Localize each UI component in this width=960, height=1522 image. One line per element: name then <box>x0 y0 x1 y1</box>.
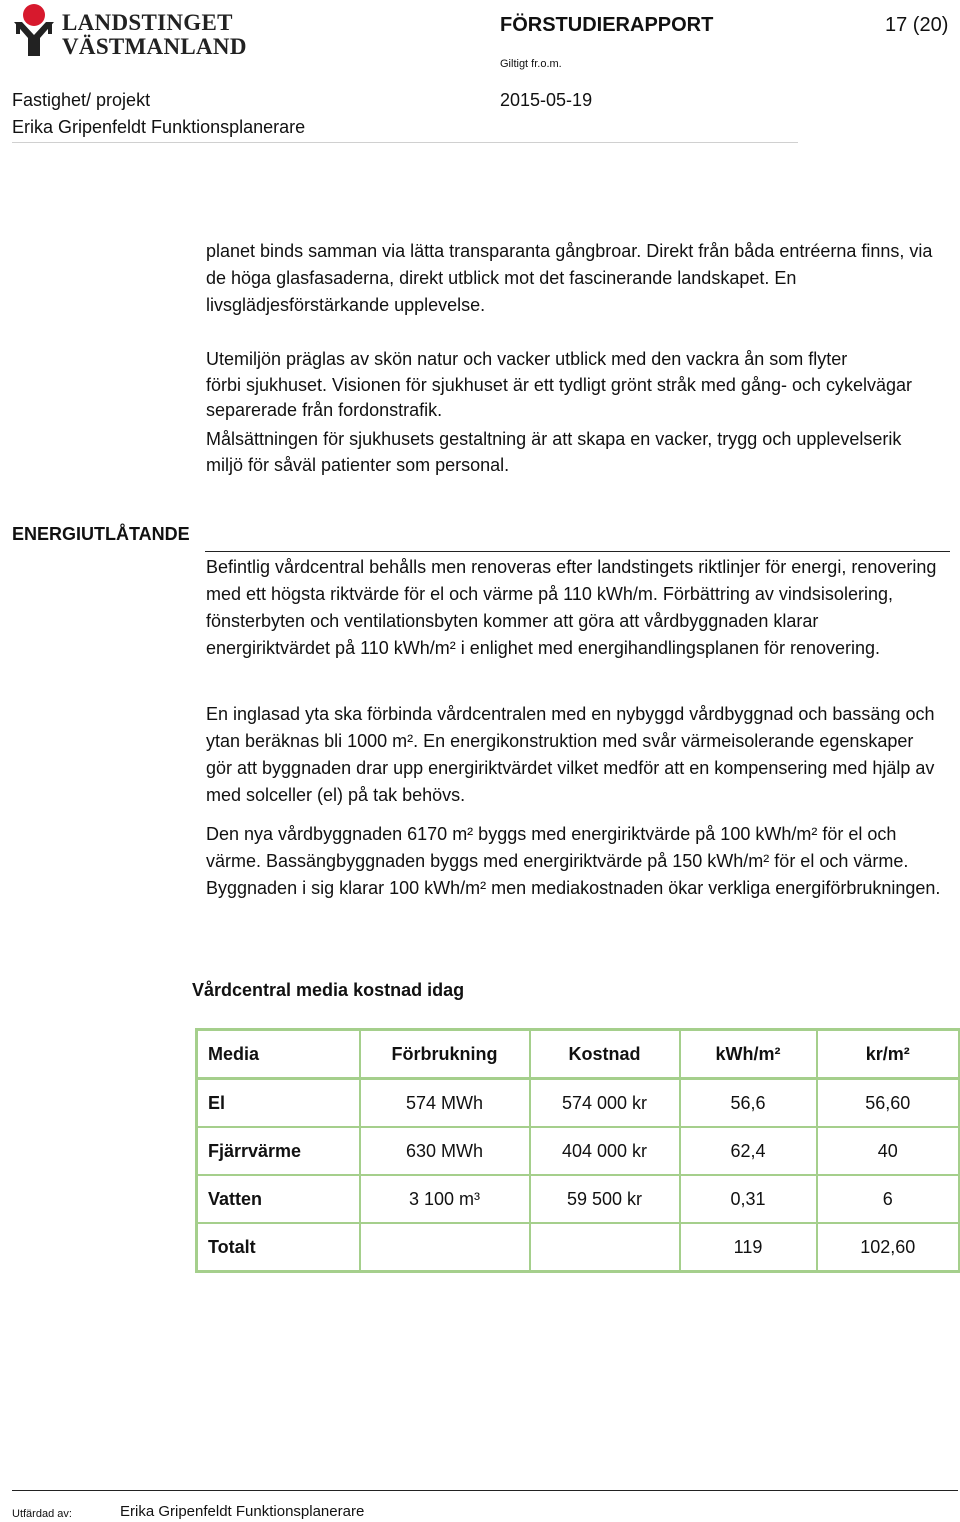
cell-kr-per-m2: 102,60 <box>817 1223 960 1272</box>
cell-media: Totalt <box>197 1223 360 1272</box>
paragraph-outdoor-env: Utemiljön präglas av skön natur och vacker utblick med den vackra ån som flyter <box>206 349 848 369</box>
cell-consumption: 3 100 m³ <box>360 1175 530 1223</box>
media-cost-table <box>195 1028 960 1273</box>
table-row <box>197 1175 960 1223</box>
cell-media: Vatten <box>197 1175 360 1223</box>
landstinget-logo <box>8 2 247 62</box>
cell-kwh-per-m2: 0,31 <box>680 1175 817 1223</box>
table-header-row <box>197 1030 960 1079</box>
section-heading-energy: ENERGIUTLÅTANDE <box>12 524 190 544</box>
cell-kwh-per-m2: 56,6 <box>680 1079 817 1128</box>
cell-media: Fjärrvärme <box>197 1127 360 1175</box>
table-row <box>197 1127 960 1175</box>
cell-consumption: 574 MWh <box>360 1079 530 1128</box>
footer-author: Erika Gripenfeldt Funktionsplanerare <box>120 1503 365 1520</box>
cell-cost: 59 500 kr <box>530 1175 680 1223</box>
paragraph-bridges: planet binds samman via lätta transparanta gångbroar. Direkt från båda entréerna finns, via de höga glasfasaderna, direkt utblick mot det fascinerande landskapet. En livsglädjesförstärkande upplevelse. <box>206 241 933 315</box>
cell-kr-per-m2: 56,60 <box>817 1079 960 1128</box>
paragraph-energy-glazed-area: En inglasad yta ska förbinda vårdcentralen med en nybyggd vårdbyggnad och bassäng och ytan beräknas bli 1000 m². En energikonstruktion med svår värmeisolerande egenskaper gör att byggnaden drar upp energiriktvärdet vilket medför att en kompensering med hjälp av med solceller (el) på tak behövs. <box>206 704 935 805</box>
section-divider <box>205 551 950 552</box>
cell-kwh-per-m2: 62,4 <box>680 1127 817 1175</box>
cell-cost: 574 000 kr <box>530 1079 680 1128</box>
table-row-total <box>197 1223 960 1272</box>
cell-kr-per-m2: 40 <box>817 1127 960 1175</box>
logo-text-line1: LANDSTINGET <box>62 10 233 35</box>
footer-divider <box>12 1490 958 1491</box>
header-author: Erika Gripenfeldt Funktionsplanerare <box>12 117 306 137</box>
cell-consumption <box>360 1223 530 1272</box>
cell-cost: 404 000 kr <box>530 1127 680 1175</box>
header-cost: Kostnad <box>530 1030 680 1079</box>
cell-media: El <box>197 1079 360 1128</box>
paragraph-energy-new-building: Den nya vårdbyggnaden 6170 m² byggs med energiriktvärde på 100 kWh/m² för el och värme. Bassängbyggnaden byggs med energiriktvärde på 150 kWh/m² för el och värme. Byggnaden i sig klarar 100 kWh/m² men mediakostnaden ökar verkliga energiförbrukningen. <box>206 824 941 898</box>
header-kr-per-m2: kr/m² <box>817 1030 960 1079</box>
document-date: 2015-05-19 <box>500 90 593 110</box>
paragraph-energy-renovation: Befintlig vårdcentral behålls men renoveras efter landstingets riktlinjer för energi, renovering med ett högsta riktvärde för el och värme på 110 kWh/m. Förbättring av vindsisolering, fönsterbyten och ventilationsbyten kommer att göra att vårdbyggnaden klarar energiriktvärdet på 110 kWh/m² i enlighet med energihandlingsplanen för renovering. <box>206 557 937 658</box>
cell-cost <box>530 1223 680 1272</box>
header-consumption: Förbrukning <box>360 1030 530 1079</box>
logo-text-line2: VÄSTMANLAND <box>62 34 247 59</box>
cell-kr-per-m2: 6 <box>817 1175 960 1223</box>
header-kwh-per-m2: kWh/m² <box>680 1030 817 1079</box>
property-project-label: Fastighet/ projekt <box>12 90 151 110</box>
table-row <box>197 1079 960 1128</box>
table-title: Vårdcentral media kostnad idag <box>192 980 465 1000</box>
footer-issued-by-label: Utfärdad av: <box>12 1508 72 1520</box>
paragraph-vision: förbi sjukhuset. Visionen för sjukhuset är ett tydligt grönt stråk med gång- och cykelvägar separerade från fordonstrafik. <box>206 375 913 420</box>
header-divider <box>12 142 798 143</box>
page-number: 17 (20) <box>885 14 949 36</box>
cell-consumption: 630 MWh <box>360 1127 530 1175</box>
paragraph-goal: Målsättningen för sjukhusets gestaltning är att skapa en vacker, trygg och upplevelserik miljö för såväl patienter som personal. <box>206 429 902 475</box>
validity-label: Giltigt fr.o.m. <box>500 58 562 70</box>
header-media: Media <box>197 1030 360 1079</box>
cell-kwh-per-m2: 119 <box>680 1223 817 1272</box>
document-title: FÖRSTUDIERAPPORT <box>500 14 714 36</box>
